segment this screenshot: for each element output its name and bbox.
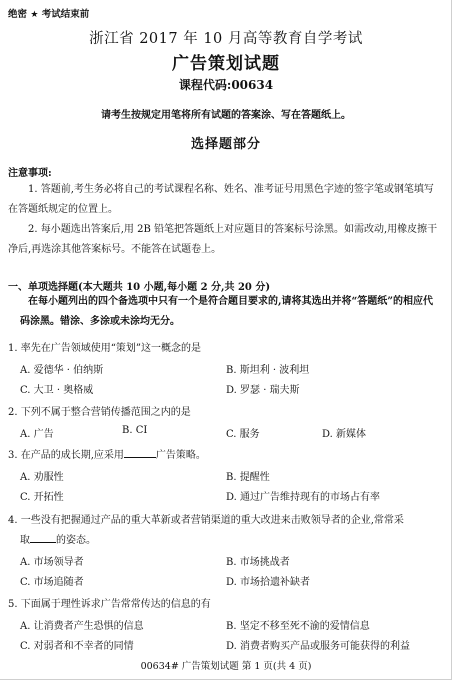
question-stem: 5. 下面属于理性诉求广告常常传达的信息的有	[8, 599, 211, 610]
option-d: D. 通过广告维持现有的市场占有率	[226, 492, 381, 503]
answer-instruction: 请考生按规定用笔将所有试题的答案涂、写在答题纸上。	[101, 110, 351, 121]
confidential-label	[8, 6, 89, 20]
section-title: 选择题部分	[190, 137, 261, 152]
option-a: A. 爱德华 · 伯纳斯	[20, 365, 104, 376]
option-c: C. 大卫 · 奥格威	[20, 385, 94, 396]
question-stem: 2. 下列不属于整合营销传播范围之内的是	[8, 407, 191, 418]
option-c: C. 服务	[226, 429, 260, 440]
option-a: A. 广告	[20, 429, 54, 440]
note-item: 2. 每小题选出答案后,用 2B 铅笔把答题纸上对应题目的答案标号涂黑。如需改动,用橡皮擦干净后,再选涂其他答案标号。不能答在试题卷上。	[8, 224, 438, 255]
star-icon: ★	[30, 10, 39, 20]
question-stem: 4. 一些没有把握通过产品的重大革新或者营销渠道的重大改进来击败领导者的企业,常常采	[8, 515, 404, 526]
option-a: A. 劝服性	[20, 472, 64, 483]
secret-note: 考试结束前	[41, 9, 90, 20]
stem-text: 3. 在产品的成长期,应采用	[8, 450, 124, 461]
option-b: B. CI	[122, 425, 148, 436]
note-item: 1. 答题前,考生务必将自己的考试课程名称、姓名、准考证号用黑色字迹的签字笔或钢笔填写在答题纸规定的位置上。	[8, 184, 434, 215]
stem-text: 的姿态。	[56, 535, 96, 546]
option-b: B. 坚定不移至死不渝的爱情信息	[226, 621, 370, 632]
option-b: B. 斯坦利 · 波利坦	[226, 365, 310, 376]
page-footer: 00634# 广告策划试题 第 1 页(共 4 页)	[140, 661, 312, 672]
part-description: 在每小题列出的四个备选项中只有一个是符合题目要求的,请将其选出并将“答题纸”的相应代码涂黑。错涂、多涂或未涂均无分。	[20, 296, 433, 327]
answer-blank	[124, 448, 156, 458]
exam-title: 浙江省 2017 年 10 月高等教育自学考试	[89, 31, 363, 47]
option-d: D. 市场拾遗补缺者	[226, 577, 311, 588]
subject-title: 广告策划试题	[172, 54, 280, 74]
question-stem: 1. 率先在广告领域使用“策划”这一概念的是	[8, 343, 201, 354]
option-d: D. 新媒体	[322, 429, 367, 440]
stem-text: 取	[20, 535, 30, 546]
question-stem	[8, 446, 206, 461]
question-stem-continued	[20, 531, 96, 546]
secret-text: 绝密	[8, 9, 28, 20]
answer-blank	[30, 533, 56, 543]
option-d: D. 消费者购买产品或服务可能获得的利益	[226, 641, 411, 652]
option-a: A. 让消费者产生恐惧的信息	[20, 621, 144, 632]
option-a: A. 市场领导者	[20, 557, 84, 568]
course-code: 课程代码:00634	[178, 78, 274, 92]
option-c: C. 市场追随者	[20, 577, 84, 588]
option-d: D. 罗瑟 · 瑞夫斯	[226, 385, 300, 396]
part-heading: 一、单项选择题(本大题共 10 小题,每小题 2 分,共 20 分)	[8, 282, 271, 293]
stem-text: 广告策略。	[155, 450, 206, 461]
notes-title: 注意事项:	[8, 168, 52, 179]
option-c: C. 对弱者和不幸者的同情	[20, 641, 134, 652]
option-b: B. 提醒性	[226, 472, 270, 483]
option-b: B. 市场挑战者	[226, 557, 290, 568]
option-c: C. 开拓性	[20, 492, 64, 503]
